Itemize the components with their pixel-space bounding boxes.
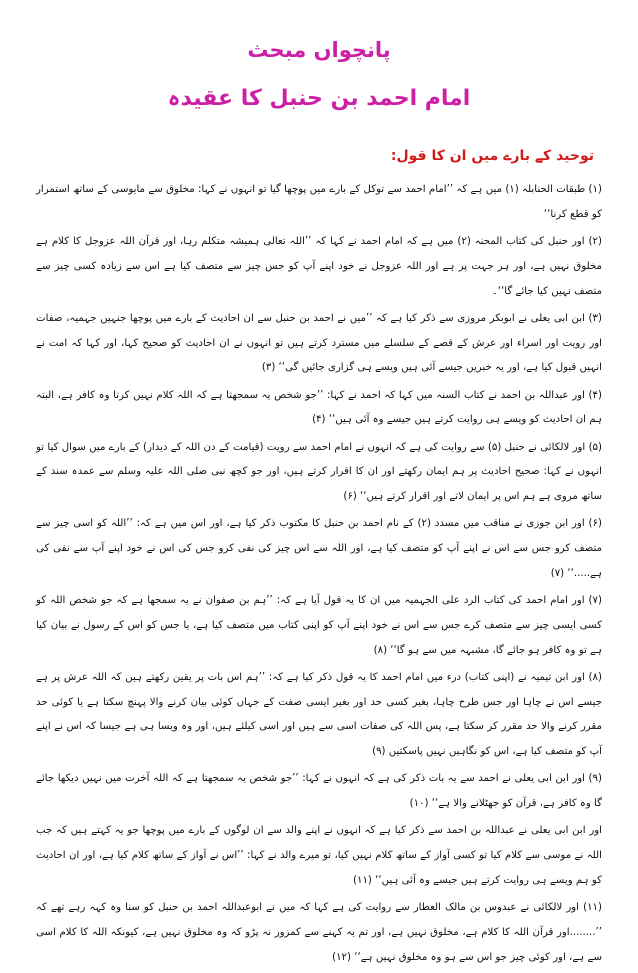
paragraph-7: (۷) اور امام احمد کی کتاب الرد علی الجہمیہ میں ان کا یہ قول آیا ہے کہ: ’’ہم بن صفوان نے یہ سمجھا ہے کہ جو شخص اللہ کو کسی ایسی چیز سے متصف کرے جس سے اس نے خود اپنے آپ کو اپنی کتاب میں متصف کیا ہے، یا جس کو اس کے رسول نے بیان کیا ہے تو وہ کافر ہو جائے گا، مشبہہ میں سے ہو گا‘‘ (۸)	[36, 595, 602, 656]
paragraph-3: (۳) ابن ابی یعلی نے ابوبکر مروزی سے ذکر کیا ہے کہ ’’میں نے احمد بن حنبل سے ان احادیث کے بارے میں پوچھا جنہیں جہمیہ، صفات اور رویت اور اسراء اور عرش کے قصے کے سلسلے میں مسترد کرتے ہیں تو انہوں نے ان احادیث کو صحیح کہا، اور کہا کہ امت نے انہیں قبول کیا ہے، اور یہ خبریں جیسے آئی ہیں ویسے ہی گزاری جائیں گی‘‘ (۳)	[36, 312, 602, 374]
paragraph-9: (۹) اور ابن ابی یعلی نے احمد سے یہ بات ذکر کی ہے کہ انہوں نے کہا: ’’جو شخص یہ سمجھتا ہے کہ اللہ آخرت میں نہیں دیکھا جائے گا وہ کافر ہے، قرآن کو جھٹلانے والا ہے‘‘ (۱۰)	[36, 773, 602, 810]
section-heading: توحید کے بارے میں ان کا قول:	[390, 148, 594, 164]
paragraph-11: (۱۱) اور لالکائی نے عبدوس بن مالک العطار سے روایت کی ہے کہا کہ میں نے ابوعبداللہ احمد بن حنبل کو سنا وہ کہہ رہے تھے کہ ’’........اور قرآن اللہ کا کلام ہے، مخلوق نہیں ہے، اور تم یہ کہنے سے کمزور نہ پڑو کہ وہ مخلوق نہیں ہے، کیونکہ اللہ کا کلام اسی سے ہے، اور کوئی چیز جو اس سے ہو وہ مخلوق نہیں ہے‘‘ (۱۲)	[36, 902, 602, 963]
paragraph-4: (۴) اور عبداللہ بن احمد نے کتاب السنہ میں کہا کہ احمد نے کہا: ’’جو شخص یہ سمجھتا ہے کہ اللہ کلام نہیں کرتا وہ کافر ہے، البتہ ہم ان احادیث کو ویسے ہی روایت کرتے ہیں جیسے وہ آئی ہیں‘‘ (۴)	[36, 389, 602, 426]
paragraph-6: (۶) اور ابن جوزی نے مناقب میں مسدد (۲) کے نام احمد بن حنبل کا مکتوب ذکر کیا ہے، اور اس میں ہے کہ: ’’اللہ کو اسی چیز سے متصف کرو جس سے اس نے اپنے آپ کو متصف کیا ہے، اور اللہ سے اس چیز کی نفی کرو جس کی اس نے خود اپنے آپ سے نفی کی ہے.....‘‘ (۷)	[36, 518, 602, 579]
chapter-title: پانچواں مبحث	[247, 38, 391, 62]
paragraph-5: (۵) اور لالکائی نے حنبل (۵) سے روایت کی ہے کہ انہوں نے امام احمد سے رویت (قیامت کے دن اللہ کے دیدار) کے بارے میں سوال کیا تو انہوں نے کہا: صحیح احادیث پر ہم ایمان رکھتے اور ان کا اقرار کرتے ہیں، اور جو کچھ نبی صلی اللہ علیہ وسلم سے عمدہ سند کے ساتھ مروی ہے ہم اس پر ایمان لاتے اور اقرار کرتے ہیں‘‘ (۶)	[36, 441, 603, 503]
chapter-subtitle: امام احمد بن حنبل کا عقیدہ	[167, 86, 471, 111]
paragraph-1: (۱) طبقات الحنابلہ (۱) میں ہے کہ ’’امام احمد سے توکل کے بارے میں پوچھا گیا تو انہوں نے کہا: مخلوق سے مایوسی کے ساتھ استمرار کو قطع کرنا‘‘	[36, 184, 602, 220]
paragraph-8: (۸) اور ابن تیمیہ نے (اپنی کتاب) درء میں امام احمد کا یہ قول ذکر کیا ہے کہ: ’’ہم اس بات پر یقین رکھتے ہیں کہ اللہ عرش پر ہے جیسے اس نے چاہا اور جس طرح چاہا، بغیر کسی حد اور بغیر ایسی صفت کے جہاں کوئی بیان کرنے والا پہنچ سکتا ہے یا کوئی حد مقرر کرنے والا حد مقرر کر سکتا ہے، پس اللہ کی صفات اسی سے ہیں اور اسی کیلئے ہیں، اور وہ ویسا ہی ہے جیسا کہ اس نے اپنے آپ کو متصف کیا ہے، اس کو نگاہیں نہیں پاسکتیں (۹)	[36, 671, 602, 758]
paragraph-2: (۲) اور حنبل کی کتاب المحنہ (۲) میں ہے کہ امام احمد نے کہا کہ ’’اللہ تعالی ہمیشہ متکلم رہا، اور قرآن اللہ عزوجل کا کلام ہے مخلوق نہیں ہے، اور ہر جہت پر ہے اور اللہ عزوجل نے خود اپنے آپ کو جس چیز سے متصف کیا ہے اس سے زیادہ کسی چیز سے متصف نہیں کیا جائے گا‘‘۔	[36, 235, 602, 297]
body-text	[36, 178, 602, 973]
paragraph-10: اور ابن ابی یعلی نے عبداللہ بن احمد سے ذکر کیا ہے کہ انہوں نے اپنے والد سے ان لوگوں کے بارے میں پوچھا جو یہ کہتے ہیں کہ جب اللہ نے موسی سے کلام کیا تو کسی آواز کے ساتھ کلام نہیں کیا، تو میرے والد نے کہا: ’’اس نے آواز کے ساتھ کلام کیا ہے، اور ان احادیث کو ہم ویسے ہی روایت کرتے ہیں جیسے وہ آئی ہیں‘‘ (۱۱)	[36, 825, 602, 887]
